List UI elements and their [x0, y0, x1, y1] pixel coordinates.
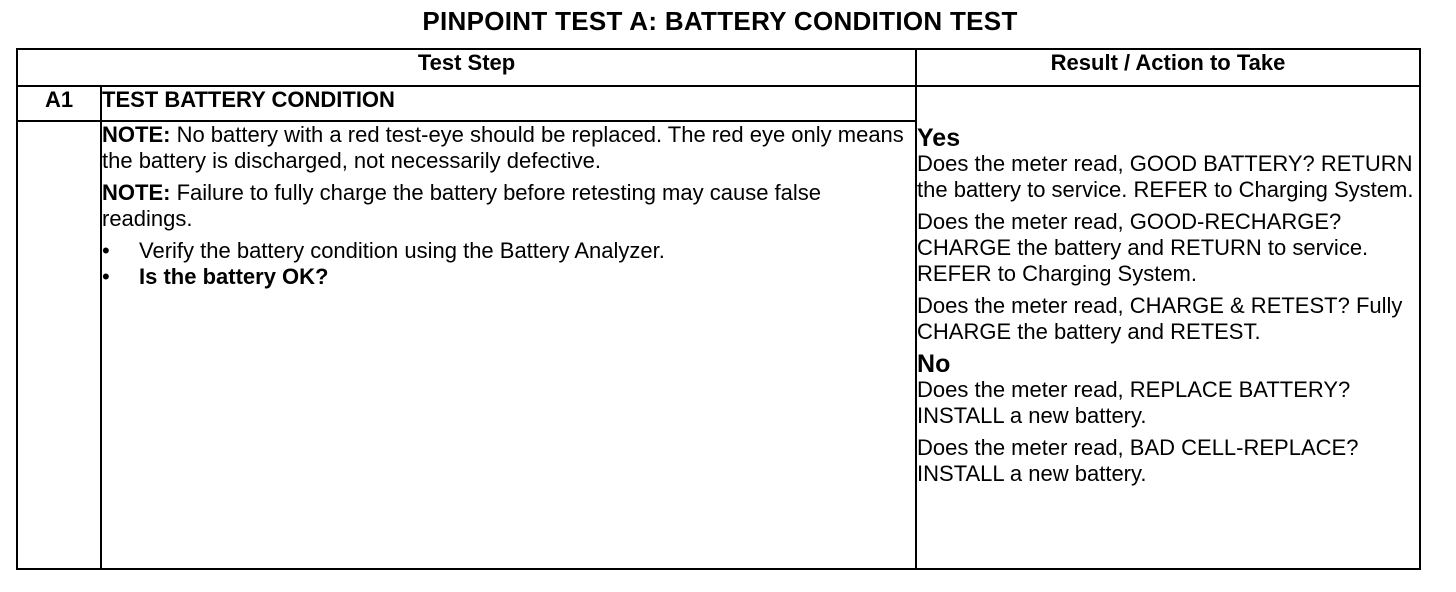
note: [102, 180, 915, 232]
step-title: TEST BATTERY CONDITION: [101, 86, 916, 121]
note-label: NOTE:: [102, 122, 171, 147]
no-result-item: Does the meter read, REPLACE BATTERY? INSTALL a new battery.: [917, 377, 1351, 428]
yes-result-item: Does the meter read, CHARGE & RETEST? Fully CHARGE the battery and RETEST.: [917, 293, 1403, 344]
step-body: [101, 121, 916, 569]
no-block: [917, 351, 1419, 487]
bullet-icon: •: [102, 238, 110, 263]
no-result-item: Does the meter read, BAD CELL-REPLACE? INSTALL a new battery.: [917, 435, 1359, 486]
yes-label: Yes: [917, 124, 961, 152]
header-row: [17, 49, 1420, 86]
step-id: A1: [17, 86, 101, 121]
note-text: Failure to fully charge the battery before retesting may cause false readings.: [102, 180, 822, 231]
yes-result-item: Does the meter read, GOOD-RECHARGE? CHARGE the battery and RETURN to service. REFER to Charging System.: [917, 209, 1369, 286]
pinpoint-test-table: [16, 48, 1421, 570]
result-cell: [916, 86, 1420, 569]
bullet-item: [102, 238, 915, 264]
bullet-item: [102, 264, 915, 290]
bullet-icon: •: [102, 264, 110, 289]
result-action-header: Result / Action to Take: [916, 49, 1420, 86]
note: [102, 122, 915, 174]
empty-id-cell: [17, 121, 101, 569]
step-title-row: [17, 86, 1420, 121]
bullet-text: Verify the battery condition using the Battery Analyzer.: [139, 238, 665, 263]
bullet-list: [102, 238, 915, 290]
yes-block: [917, 87, 1419, 345]
note-text: No battery with a red test-eye should be replaced. The red eye only means the battery is discharged, not necessarily defective.: [102, 122, 904, 173]
no-label: No: [917, 350, 951, 378]
test-step-header: Test Step: [17, 49, 916, 86]
yes-result-item: Does the meter read, GOOD BATTERY? RETURN the battery to service. REFER to Charging System.: [917, 151, 1414, 202]
bullet-text: Is the battery OK?: [139, 264, 329, 289]
note-label: NOTE:: [102, 180, 171, 205]
page-title: PINPOINT TEST A: BATTERY CONDITION TEST: [422, 6, 1018, 36]
